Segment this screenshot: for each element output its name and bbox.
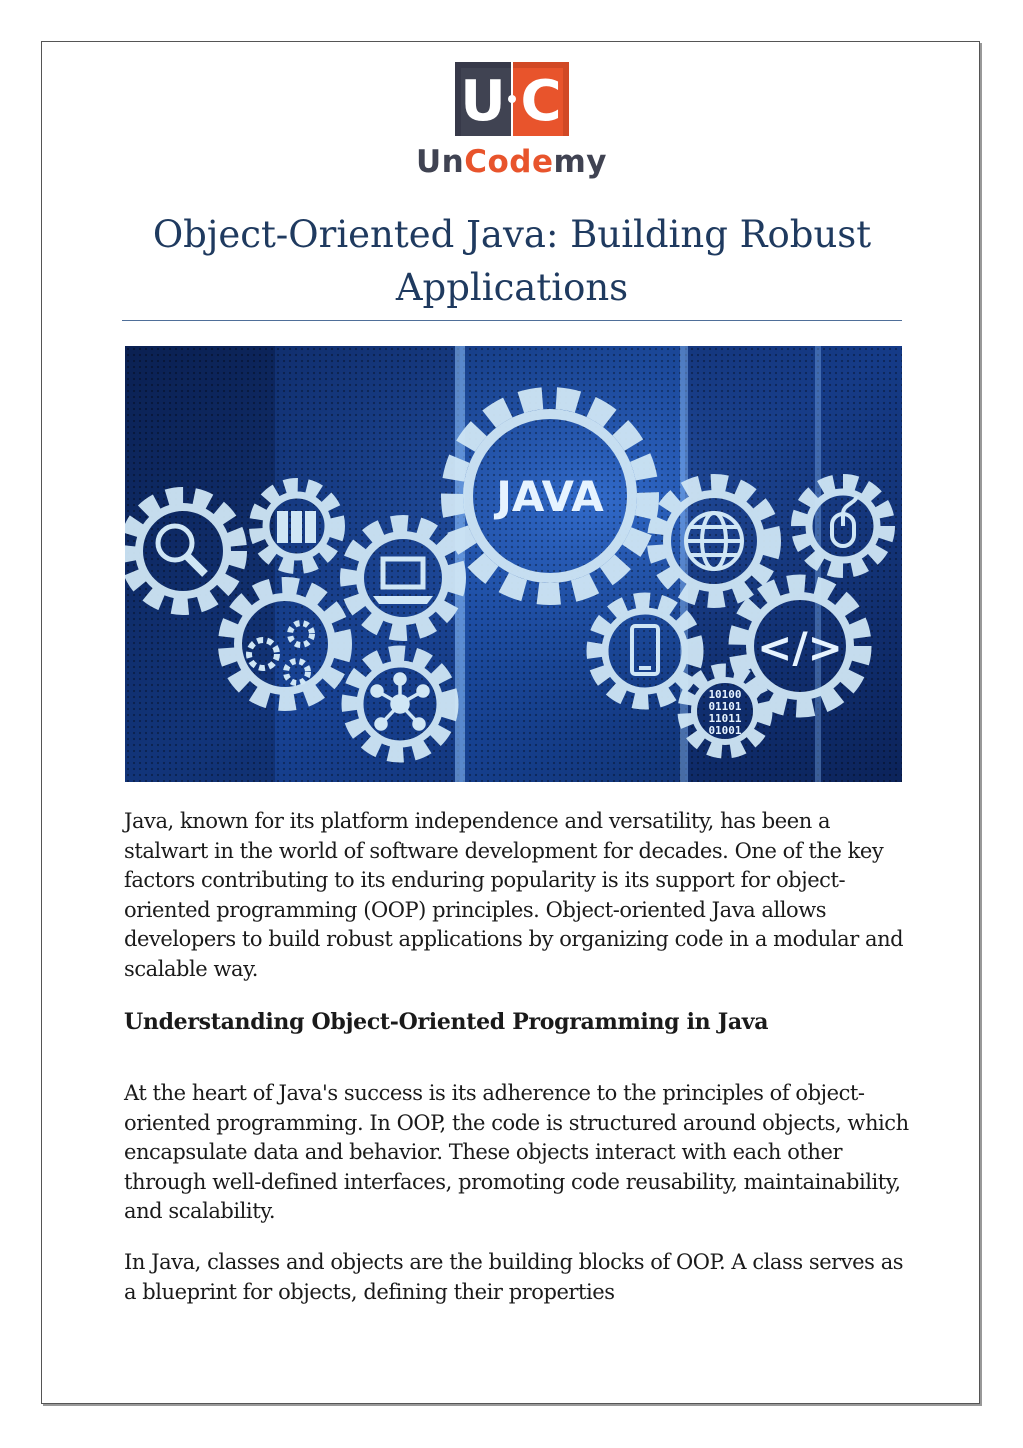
classes-paragraph: In Java, classes and objects are the building blocks of OOP. A class serves as a blueprint for objects, defining their properties: [124, 1250, 904, 1304]
wordmark-un: Un: [415, 144, 465, 180]
wordmark-my: my: [553, 144, 608, 180]
uc-logo-mark: [455, 62, 569, 136]
logo-letter-u: U: [460, 69, 506, 134]
uncodemy-logo: [0, 62, 1023, 182]
title-underline: [122, 320, 902, 321]
section-paragraph: At the heart of Java's success is its adherence to the principles of object-oriented programming. In OOP, the code is structured around objects, which encapsulate data and behavior. These objects interact with each other through well-defined interfaces, promoting code reusability, maintainability, and scalability.: [124, 1081, 909, 1223]
section-heading: Understanding Object-Oriented Programming in Java: [124, 1009, 769, 1035]
page-title: Object-Oriented Java: Building Robust Applications: [152, 213, 872, 309]
logo-wordmark: [0, 144, 1023, 180]
intro-paragraph: Java, known for its platform independence and versatility, has been a stalwart in the world of software development for decades. One of the key factors contributing to its enduring popularity is its support for object-oriented programming (OOP) principles. Object-oriented Java allows developers to build robust applications by organizing code in a modular and scalable way.: [124, 809, 904, 981]
binary-line: 01001: [708, 724, 742, 737]
binary-line: 11011: [708, 712, 742, 725]
java-label: JAVA: [496, 472, 604, 521]
hero-image: [125, 346, 902, 782]
logo-letter-c: C: [520, 69, 562, 134]
binary-line: 01101: [708, 700, 742, 713]
hero-illustration: [125, 346, 902, 782]
binary-line: 10100: [708, 688, 742, 701]
server-icon: [277, 511, 316, 543]
binary-icon: [708, 688, 741, 737]
wordmark-code: Code: [464, 144, 554, 180]
code-symbol: </>: [757, 623, 843, 672]
